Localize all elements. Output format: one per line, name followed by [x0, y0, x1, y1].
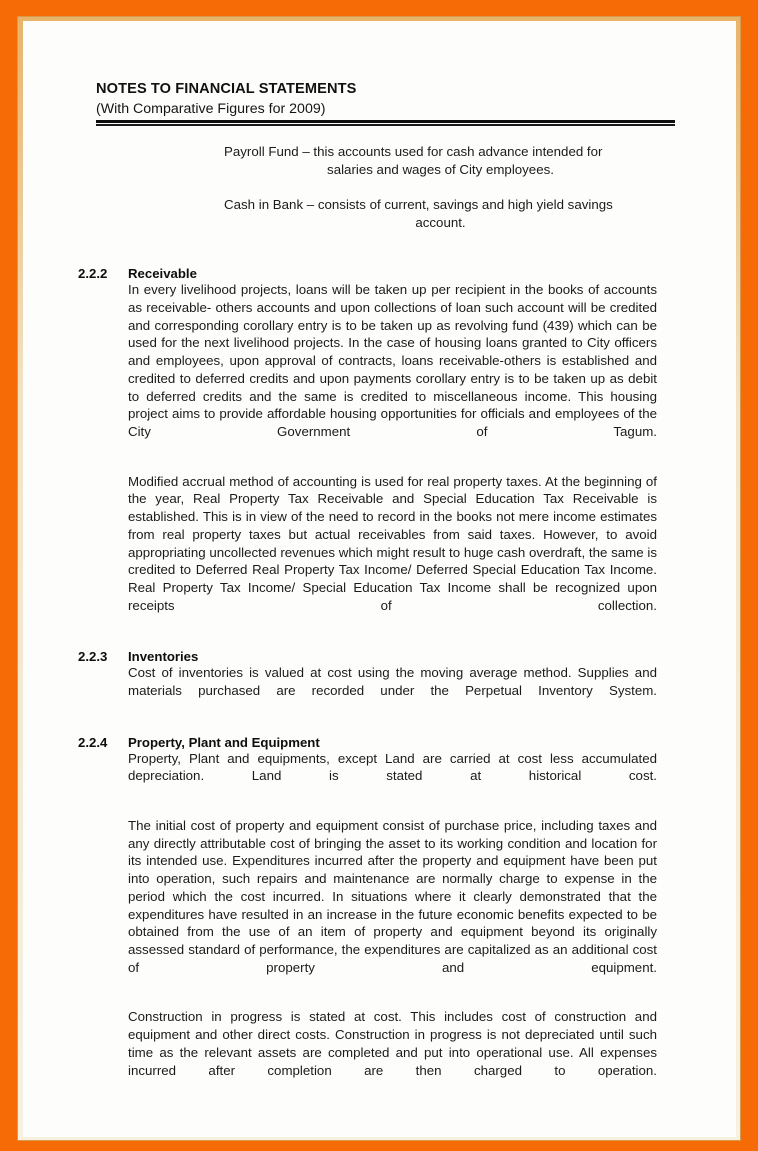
header-divider-rule — [96, 120, 675, 128]
document-header — [96, 80, 676, 118]
paragraph: Modified accrual method of accounting is used for real property taxes. At the beginning of the year, Real Property Tax Receivable and Special Education Tax Receivable is established. This is in view of the need to record in the books not mere income estimates from real property taxes but actual receivables from said taxes. However, to avoid appropriating uncollected revenues which might result to huge cash overdraft, the same is credited to Deferred Real Property Tax Income/ Deferred Special Education Tax Income. Real Property Tax Income/ Special Education Tax Income shall be recognized upon receipts of collection. — [128, 473, 657, 613]
section-property-plant-equipment — [23, 735, 736, 1098]
section-title: Property, Plant and Equipment — [128, 734, 320, 750]
definition-lead: Payroll Fund – this accounts used for cash advance intended for — [224, 144, 603, 159]
definition-item — [224, 196, 657, 249]
section-body — [128, 664, 657, 717]
page-title: NOTES TO FINANCIAL STATEMENTS — [96, 81, 357, 97]
definition-item — [224, 143, 657, 196]
section-heading — [78, 735, 657, 750]
section-number: 2.2.2 — [78, 266, 108, 282]
paragraph: Property, Plant and equipments, except Land are carried at cost less accumulated depreciation. Land is stated at historical cost. — [128, 750, 657, 784]
section-body — [128, 281, 657, 632]
section-title: Receivable — [128, 266, 197, 282]
section-body — [128, 750, 657, 1098]
section-number: 2.2.4 — [78, 734, 108, 750]
definition-lead: Cash in Bank – consists of current, savings and high yield savings — [224, 197, 613, 213]
definitions-block — [224, 143, 657, 249]
section-heading — [78, 649, 657, 664]
definition-continuation: salaries and wages of City employees. — [327, 161, 554, 177]
section-inventories — [23, 649, 736, 717]
document-content — [23, 143, 736, 1097]
section-number: 2.2.3 — [78, 649, 108, 665]
rule-thin-line — [96, 124, 675, 126]
paragraph: Construction in progress is stated at cost. This includes cost of construction and equipment and other direct costs. Construction in progress is not depreciated until such time as the relevant assets are completed and put into operational use. All expenses incurred after completion are then charged to operation. — [128, 1009, 657, 1078]
definition-continuation: account. — [415, 214, 466, 230]
document-body — [23, 21, 736, 1137]
document-page — [23, 21, 736, 1137]
paragraph: The initial cost of property and equipment consist of purchase price, including taxes and any directly attributable cost of bringing the asset to its working condition and location for its intended use. Expenditures incurred after the property and equipment have been put into operation, such repairs and maintenance are normally charge to expense in the period which the cost incurred. In situations where it clearly demonstrated that the expenditures have resulted in an increase in the future economic benefits expected to be obtained from the use of an item of property and equipment beyond its originally assessed standard of performance, the expenditures are capitalized as an additional cost of property and equipment. — [128, 817, 657, 975]
section-title: Inventories — [128, 649, 199, 665]
page-subtitle: (With Comparative Figures for 2009) — [96, 100, 326, 117]
paragraph: Cost of inventories is valued at cost using the moving average method. Supplies and materials purchased are recorded under the Perpetual Inventory System. — [128, 665, 657, 699]
section-heading — [78, 266, 657, 281]
paragraph: In every livelihood projects, loans will be taken up per recipient in the books of accounts as receivable- others accounts and upon collections of loan such account will be credited and corresponding corollary entry is to be taken up as revolving fund (439) which can be used for the next livelihood projects. In the case of housing loans granted to City officers and employees, upon approval of contracts, loans receivable-others is established and credited to deferred credits and upon payments corollary entry is to be taken up as debit to deferred credits and the same is credited to miscellaneous income. This housing project aims to provide affordable housing opportunities for officials and employees of the City Government of Tagum. — [128, 282, 657, 440]
section-receivable — [23, 266, 736, 632]
